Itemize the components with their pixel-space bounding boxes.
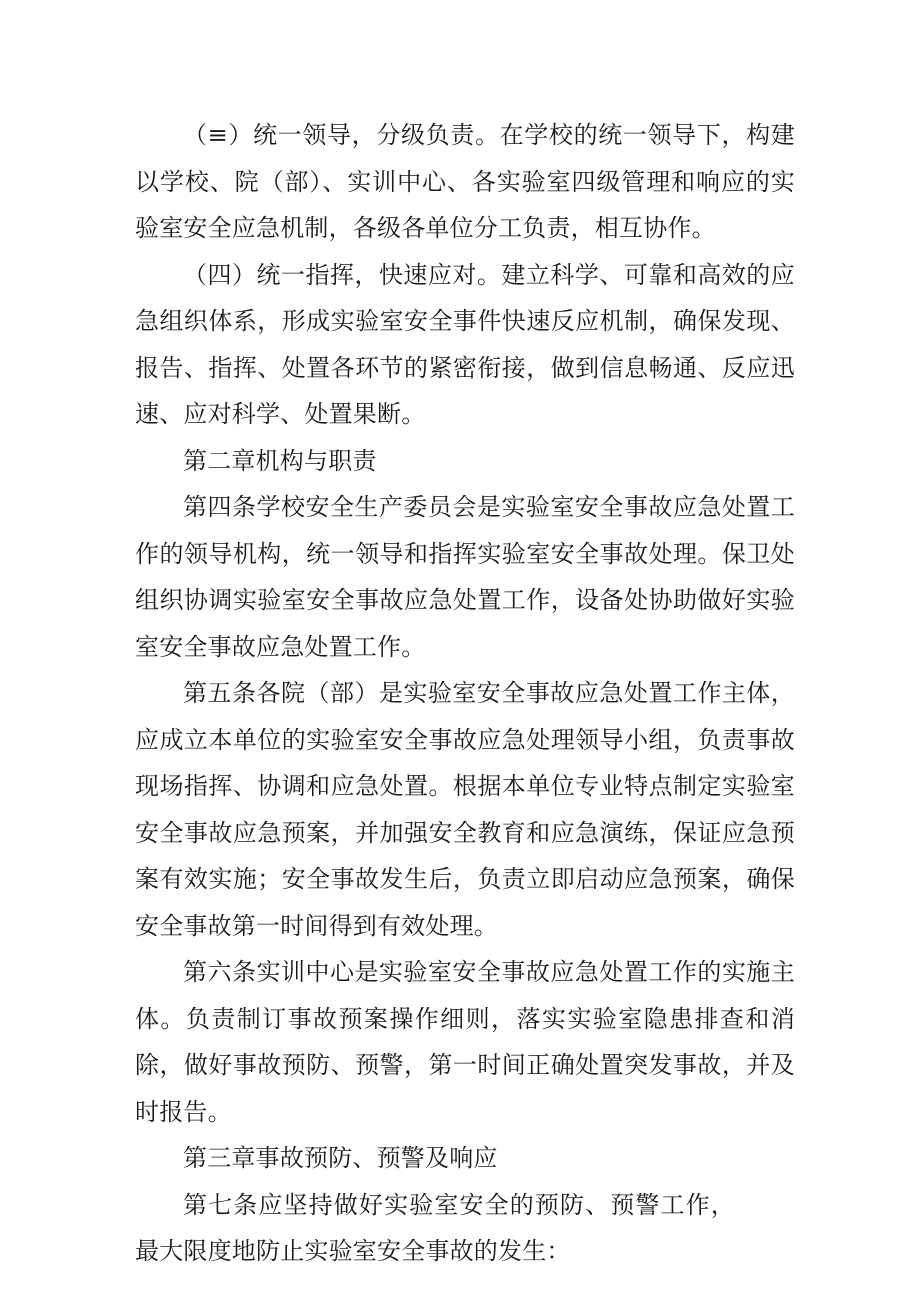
article-seven-paragraph: 第七条应坚持做好实验室安全的预防、预警工作，最大限度地防止实验室安全事故的发生： — [135, 1190, 735, 1265]
article-five-paragraph: 第五条各院（部）是实验室安全事故应急处置工作主体，应成立本单位的实验室安全事故应急处理领导小组，负责事故现场指挥、协调和应急处置。根据本单位专业特点制定实验室安全事故应急预案，并加强安全教育和应急演练，保证应急预案有效实施；安全事故发生后，负责立即启动应急预案，确保安全事故第一时间得到有效处理。 — [135, 679, 795, 940]
paragraph-principle-three: （≡）统一领导，分级负责。在学校的统一领导下，构建以学校、院（部）、实训中心、各实验室四级管理和响应的实验室安全应急机制，各级各单位分工负责，相互协作。 — [135, 121, 795, 242]
document-page — [135, 112, 795, 1275]
chapter-two-heading: 第二章机构与职责 — [183, 446, 377, 475]
paragraph-principle-four: （四）统一指挥，快速应对。建立科学、可靠和高效的应急组织体系，形成实验室安全事件快速反应机制，确保发现、报告、指挥、处置各环节的紧密衔接，做到信息畅通、反应迅速、应对科学、处置果断。 — [135, 260, 795, 428]
chapter-three-heading: 第三章事故预防、预警及响应 — [183, 1144, 498, 1172]
article-four-paragraph: 第四条学校安全生产委员会是实验室安全事故应急处置工作的领导机构，统一领导和指挥实验室安全事故处理。保卫处组织协调实验室安全事故应急处置工作，设备处协助做好实验室安全事故应急处置工作。 — [135, 493, 795, 661]
article-six-paragraph: 第六条实训中心是实验室安全事故应急处置工作的实施主体。负责制订事故预案操作细则，落实实验室隐患排查和消除，做好事故预防、预警，第一时间正确处置突发事故，并及时报告。 — [135, 958, 795, 1126]
